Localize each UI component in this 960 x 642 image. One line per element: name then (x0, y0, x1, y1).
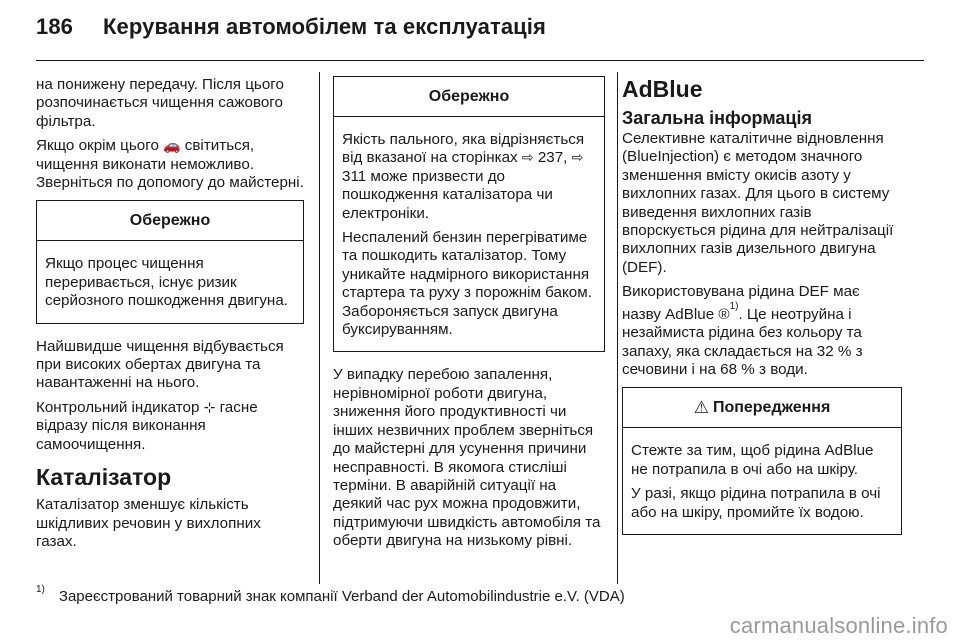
watermark: carmanualsonline.info (729, 613, 948, 638)
filter-icon: ⊹ (203, 399, 216, 416)
column-3 (622, 76, 902, 549)
registered-mark: ® (718, 305, 730, 323)
section-title: AdBlue (622, 76, 703, 102)
paragraph: Використовувана рідина DEF має назву AdBlue ®$^{1)}$. Це неотруйна і незаймиста рідина без кольору та запаху, яка складається на 32 % з сечовини і на 68 % з води. (622, 283, 863, 378)
warning-body: Стежте за тим, щоб рідина AdBlue не потрапила в очі або на шкіру. У разі, якщо рідина потрапила в очі або на шкіру, промийте їх водою. (631, 442, 881, 521)
footnote-ref[interactable]: 1) (729, 300, 739, 312)
warning-box (622, 387, 902, 535)
running-title: Керування автомобілем та експлуатація (103, 14, 546, 39)
caution-body: Якщо процес чищення переривається, існує ризик серйозного пошкодження двигуна. (45, 255, 288, 310)
paragraph: Каталізатор зменшує кількість шкідливих речовин у вихлопних газах. (36, 496, 261, 550)
arrow-icon: ⇨ (571, 150, 584, 167)
column-divider (617, 72, 618, 584)
paragraph: У випадку перебою запалення, нерівномірної роботи двигуна, зниження його продуктивності чи інших незвичних проблем зверніться до майстерні для усунення причини несправності. В якомога стисліші терміни. В аварійній ситуації на деякий час рух можна продовжити, підтримуючи швидкість автомобіля та оберти двигуна на низькому рівні. (333, 366, 601, 550)
column-divider (319, 72, 320, 584)
warning-title-bar (623, 388, 901, 428)
column-1 (36, 76, 304, 557)
footnote-text: Зареєстрований товарний знак компанії Verband der Automobilindustrie e.V. (VDA) (58, 588, 625, 605)
header-rule (36, 60, 924, 61)
page-number: 186 (36, 14, 74, 39)
arrow-icon: ⇨ (521, 150, 534, 167)
warning-title: Попередження (712, 398, 831, 416)
section-title: Каталізатор (36, 464, 172, 491)
footnote-marker: 1) (36, 584, 45, 595)
car-icon: 🚗 (163, 138, 181, 155)
footnote (36, 584, 625, 605)
paragraph: Селективне каталітичне відновлення (BlueInjection) є методом значного зменшення вмісту окисів азоту у вихлопних газах. Для цього в систему виведення вихлопних газів впорскується рідина для нейтралізації вихлопних газів дизельного двигуна (DEF). (622, 130, 894, 276)
page-reference[interactable]: 237, (537, 149, 572, 167)
warning-triangle-icon: ⚠ (693, 397, 709, 418)
caution-title: Обережно (37, 201, 303, 241)
caution-box (333, 76, 605, 352)
subsection-title: Загальна інформація (622, 108, 812, 128)
paragraph: на понижену передачу. Після цього розпочинається чищення сажового фільтра. (36, 76, 284, 130)
page-header (36, 14, 546, 50)
column-2 (333, 76, 605, 557)
caution-body: Якість пального, яка відрізняється від вказаної на сторінках ⇨ 237, ⇨ 311 може призвести до пошкодження каталізатора чи електроніки. Неспалений бензин перегріватиме та пошкодить каталізатор. Тому уникайте надмірного використання стартера та руху з порожнім баком. Забороняється запуск двигуна буксируванням. (342, 131, 592, 339)
caution-title: Обережно (334, 77, 604, 117)
paragraph: Якщо окрім цього 🚗 світиться, чищення виконати неможливо. Зверніться по допомогу до майстерні. (36, 137, 304, 192)
page-reference[interactable]: 311 може призвести до пошкодження каталізатора чи електроніки. (342, 167, 553, 222)
paragraph: Найшвидше чищення відбувається при високих обертах двигуна та навантаженні на нього. (36, 337, 284, 392)
paragraph: Контрольний індикатор ⊹ гасне відразу після виконання самоочищення. (36, 398, 258, 453)
caution-box (36, 200, 304, 323)
